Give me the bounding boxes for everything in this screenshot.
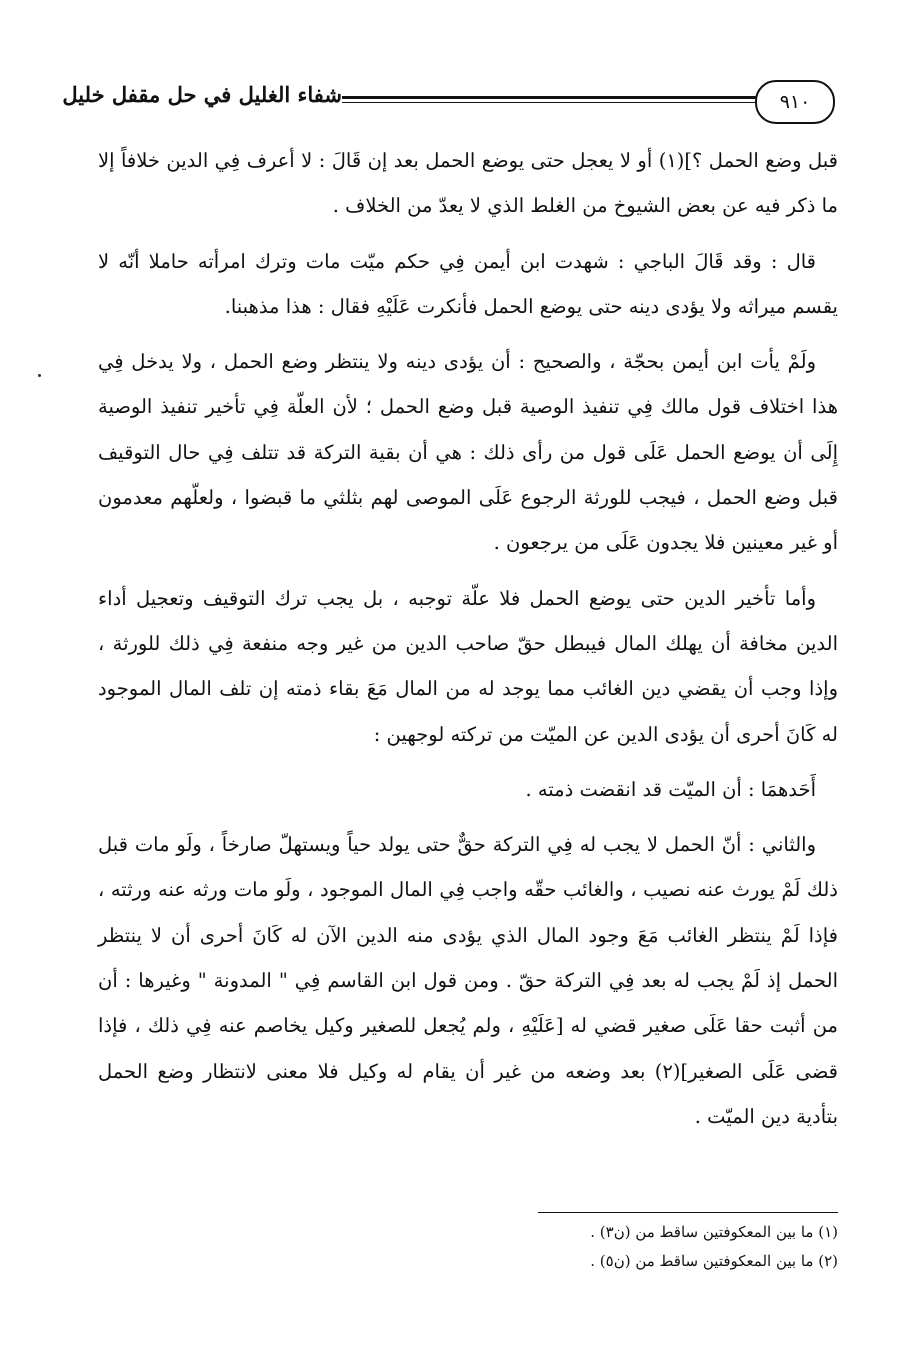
- main-text: [98, 138, 838, 1149]
- header-rule-thin: [342, 102, 757, 103]
- footnotes: [420, 1218, 838, 1276]
- paragraph: وأما تأخير الدين حتى يوضع الحمل فلا علّة توجبه ، بل يجب ترك التوقيف وتعجيل أداء الدين مخافة أن يهلك المال فيبطل حقّ صاحب الدين من غير وجه منفعة فِي ذلك للورثة ، وإذا وجب أن يقضي دين الغائب مما يوجد له من المال مَعَ بقاء ذمته إن تلف المال الموجود له كَانَ أحرى أن يؤدى الدين عن الميّت من تركته لوجهين :: [98, 586, 838, 746]
- page-header: [62, 72, 835, 130]
- footnote-separator: [538, 1212, 838, 1213]
- paragraph: أَحَدهمَا : أن الميّت قد انقضت ذمته .: [525, 777, 816, 801]
- header-rule: [342, 96, 757, 99]
- margin-mark: [38, 374, 41, 377]
- footnote: (٢) ما بين المعكوفتين ساقط من (ن٥) .: [590, 1252, 838, 1270]
- paragraph: والثاني : أنّ الحمل لا يجب له فِي التركة حقٌّ حتى يولد حياً ويستهلّ صارخاً ، ولَو مات قبل ذلك لَمْ يورث عنه نصيب ، والغائب حقّه واجب فِي المال الموجود ، ولَو مات ورثه عنه ورثته ، فإذا لَمْ ينتظر الغائب مَعَ وجود المال الذي يؤدى منه الدين الآن له كَانَ أحرى أن لا ينتظر الحمل إذ لَمْ يجب له بعد فِي التركة حقّ . ومن قول ابن القاسم فِي " المدونة " وغيرها : أن من أثبت حقا عَلَى صغير قضي له [عَلَيْهِ ، ولم يُجعل للصغير وكيل يخاصم عنه فِي ذلك ، فإذا قضى عَلَى الصغير](٢) بعد وضعه من غير أن يقام له وكيل فلا معنى لانتظار وضع الحمل بتأدية دين الميّت .: [98, 833, 839, 1128]
- paragraph: ولَمْ يأت ابن أيمن بحجّة ، والصحيح : أن يؤدى دينه ولا ينتظر وضع الحمل ، ولا يدخل فِي هذا اختلاف قول مالك فِي تنفيذ الوصية قبل وضع الحمل ؛ لأن العلّة فِي تأخير تنفيذ الوصية إِلَى أن يوضع الحمل عَلَى قول من رأى ذلك : هي أن بقية التركة قد تتلف فِي حال التوقيف قبل وضع الحمل ، فيجب للورثة الرجوع عَلَى الموصى لهم بثلثي ما قبضوا ، ولعلّهم معدمون أو غير معينين فلا يجدون عَلَى من يرجعون .: [98, 350, 838, 555]
- paragraph: قبل وضع الحمل ؟](١) أو لا يعجل حتى يوضع الحمل بعد إن قَالَ : لا أعرف فِي الدين خلافاً إلا ما ذكر فيه عن بعض الشيوخ من الغلط الذي لا يعدّ من الخلاف .: [98, 149, 838, 218]
- running-title: شفاء الغليل في حل مقفل خليل: [62, 82, 342, 107]
- page-number: ٩١٠: [755, 80, 835, 124]
- paragraph: قال : وقد قَالَ الباجي : شهدت ابن أيمن فِي حكم ميّت مات وترك امرأته حاملا أنّه لا يقسم ميراثه ولا يؤدى دينه حتى يوضع الحمل فأنكرت عَلَيْهِ فقال : هذا مذهبنا.: [98, 249, 838, 318]
- footnote: (١) ما بين المعكوفتين ساقط من (ن٣) .: [590, 1223, 838, 1241]
